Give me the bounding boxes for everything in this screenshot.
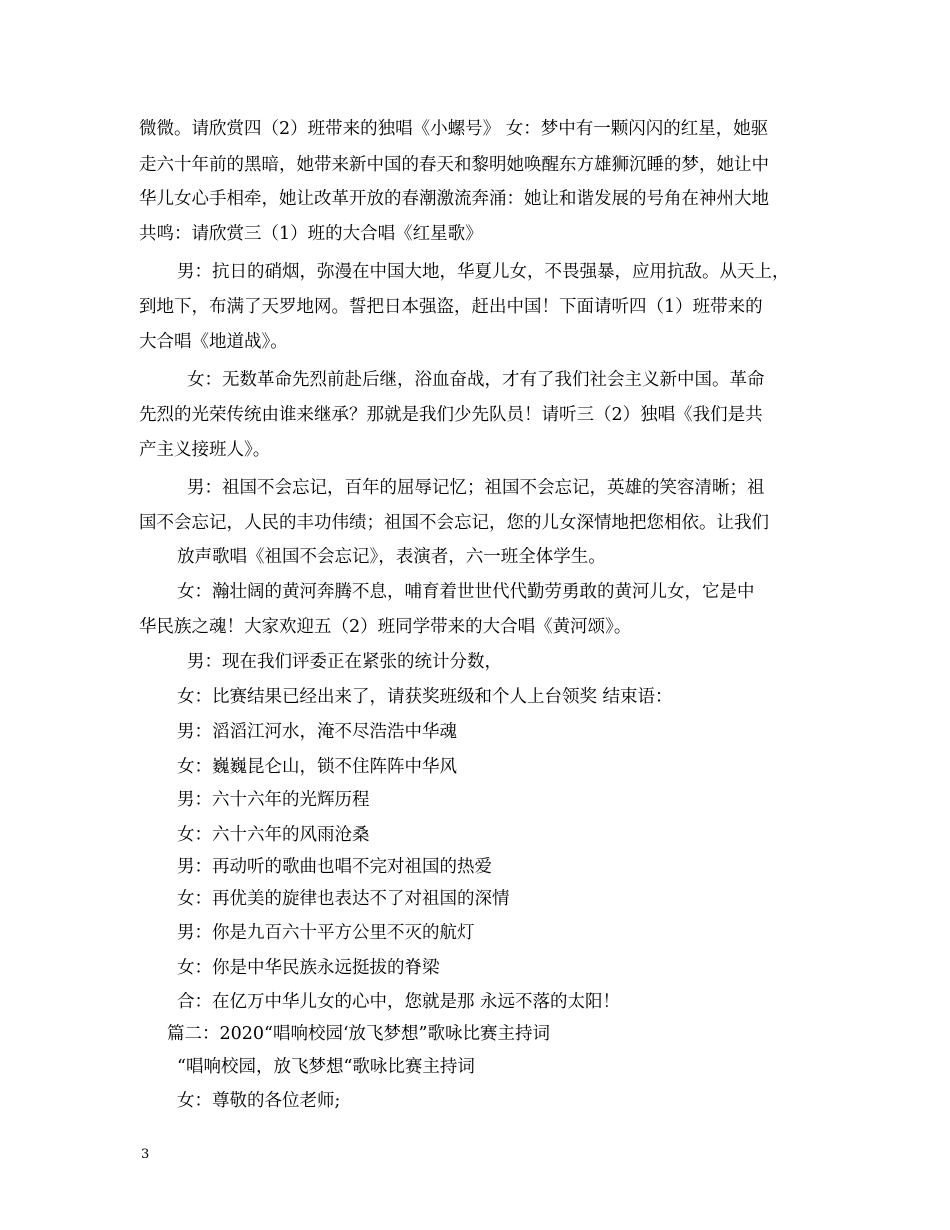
text-line: 女：无数革命先烈前赴后继，浴血奋战，才有了我们社会主义新中国。革命 <box>187 370 765 390</box>
text-line: 男：抗日的硝烟，弥漫在中国大地，华夏儿女，不畏强暴，应用抗敌。从天上， <box>177 262 790 282</box>
text-line: 走六十年前的黑暗，她带来新中国的春天和黎明她唤醒东方雄狮沉睡的梦，她让中 <box>139 155 769 175</box>
text-line: 男：祖国不会忘记，百年的屈辱记忆；祖国不会忘记，英雄的笑容清晰；祖 <box>187 478 765 498</box>
text-line: 男：现在我们评委正在紧张的统计分数， <box>187 652 502 672</box>
text-line: 到地下，布满了天罗地网。誓把日本强盗，赶出中国！下面请听四（1）班带来的 <box>139 297 763 317</box>
text-line: 女：巍巍昆仑山，锁不住阵阵中华风 <box>177 757 457 777</box>
text-line: “唱响校园，放飞梦想“歌咏比赛主持词 <box>177 1057 475 1077</box>
text-line: 女：尊敬的各位老师; <box>177 1091 341 1111</box>
text-line: 女：瀚壮阔的黄河奔腾不息，哺育着世世代代勤劳勇敢的黄河儿女，它是中 <box>177 582 755 602</box>
text-line: 国不会忘记，人民的丰功伟绩；祖国不会忘记，您的儿女深情地把您相依。让我们 <box>139 513 769 533</box>
text-line: 先烈的光荣传统由谁来继承？那就是我们少先队员！请听三（2）独唱《我们是共 <box>139 405 763 425</box>
text-line: 女：你是中华民族永远挺拔的脊梁 <box>177 958 440 978</box>
page-number: 3 <box>141 1147 150 1162</box>
text-line: 篇二：2020“唱响校园‘放飞梦想”歌咏比赛主持词 <box>167 1024 550 1044</box>
text-line: 华儿女心手相牵，她让改革开放的春潮激流奔涌：她让和谐发展的号角在神州大地 <box>139 189 769 209</box>
text-line: 女：六十六年的风雨沧桑 <box>177 825 370 845</box>
text-line: 男：六十六年的光辉历程 <box>177 790 370 810</box>
text-line: 女：再优美的旋律也表达不了对祖国的深情 <box>177 889 510 909</box>
text-line: 大合唱《地道战》。 <box>139 332 288 352</box>
text-line: 微微。请欣赏四（2）班带来的独唱《小螺号》 女：梦中有一颗闪闪的红星，她驱 <box>139 119 769 139</box>
text-line: 男：你是九百六十平方公里不灭的航灯 <box>177 923 475 943</box>
text-line: 合：在亿万中华儿女的心中，您就是那 永远不落的太阳！ <box>177 992 621 1012</box>
text-line: 华民族之魂！大家欢迎五（2）班同学带来的大合唱《黄河颂》。 <box>139 617 632 637</box>
text-line: 产主义接班人》。 <box>139 440 271 460</box>
text-line: 共鸣：请欣赏三（1）班的大合唱《红星歌》 <box>139 224 483 244</box>
text-line: 放声歌唱《祖国不会忘记》，表演者，六一班全体学生。 <box>177 547 606 567</box>
text-line: 女：比赛结果已经出来了，请获奖班级和个人上台领奖 结束语： <box>177 687 673 707</box>
text-line: 男：再动听的歌曲也唱不完对祖国的热爱 <box>177 857 492 877</box>
text-line: 男：滔滔江河水，淹不尽浩浩中华魂 <box>177 722 457 742</box>
